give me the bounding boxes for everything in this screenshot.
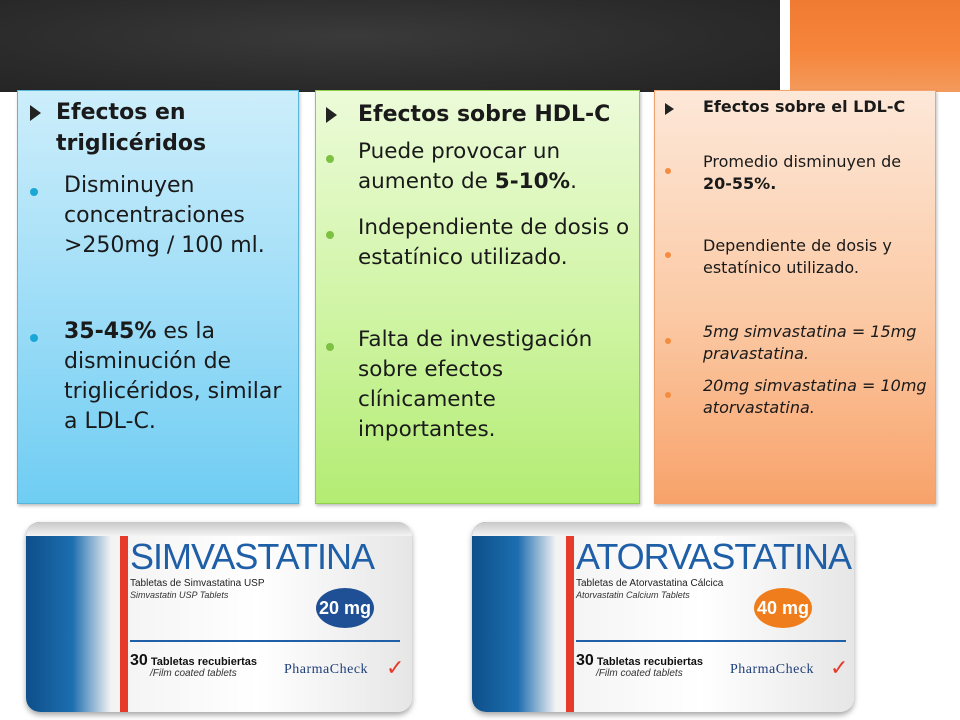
bullet-icon — [665, 168, 671, 174]
bullet-part: . — [570, 169, 577, 194]
list-item — [665, 151, 927, 195]
bullet-part: Promedio disminuyen de — [703, 152, 902, 171]
bullet-text: Falta de investigación sobre efectos clínicamente importantes. — [358, 327, 593, 442]
arrow-bullet-icon — [30, 105, 41, 121]
bold-value: 35-45% — [64, 319, 157, 344]
package-rule — [576, 640, 846, 642]
hdl-box — [315, 90, 640, 504]
bullet-text — [64, 317, 292, 437]
list-item — [665, 235, 927, 279]
maker-logo: PharmaCheck — [730, 662, 815, 677]
bold-value: 20-55%. — [703, 174, 777, 193]
bullet-icon — [30, 334, 38, 342]
count-number: 30 — [576, 652, 594, 669]
package-top-edge — [472, 522, 854, 536]
package-subtitle-en: Simvastatin USP Tablets — [130, 590, 229, 600]
package-subtitle: Tabletas de Atorvastatina Cálcica — [576, 578, 724, 589]
dose-badge: 40 mg — [754, 588, 812, 628]
simvastatina-package-image — [26, 522, 412, 712]
maker-logo: PharmaCheck — [284, 662, 369, 677]
list-item — [326, 137, 631, 197]
package-count-en: /Film coated tablets — [596, 668, 683, 679]
list-item — [665, 375, 927, 419]
bullet-icon — [326, 155, 334, 163]
bullet-icon — [665, 338, 671, 344]
check-icon: ✓ — [830, 656, 849, 681]
dose-badge: 20 mg — [316, 588, 374, 628]
bullet-icon — [30, 188, 38, 196]
check-icon: ✓ — [386, 656, 405, 681]
ldl-heading-item — [665, 95, 927, 119]
list-item — [326, 213, 631, 273]
bullet-text — [703, 151, 927, 195]
bullet-text: Disminuyen concentraciones >250mg / 100 ml. — [64, 173, 265, 258]
bullet-icon — [326, 343, 334, 351]
triglycerides-heading: Efectos en triglicéridos — [56, 100, 207, 156]
package-red-stripe — [120, 536, 128, 712]
bullet-text: Dependiente de dosis y estatínico utilizado. — [703, 236, 892, 277]
list-item — [326, 325, 631, 445]
list-item — [30, 171, 292, 261]
triglycerides-heading-item — [30, 97, 292, 159]
count-text: Tabletas recubiertas — [596, 656, 704, 668]
package-brand: ATORVASTATINA — [576, 536, 852, 577]
bullet-text: 20mg simvastatina = 10mg atorvastatina. — [703, 376, 927, 417]
list-item — [665, 321, 927, 365]
hdl-heading: Efectos sobre HDL-C — [358, 102, 611, 127]
count-text: Tabletas recubiertas — [150, 656, 258, 668]
bullet-icon — [665, 392, 671, 398]
bullet-text: 5mg simvastatina = 15mg pravastatina. — [703, 322, 917, 363]
arrow-bullet-icon — [326, 107, 337, 123]
bold-value: 5-10% — [494, 169, 571, 194]
package-top-edge — [26, 522, 412, 536]
package-rule — [130, 640, 400, 642]
ldl-box — [654, 90, 936, 504]
header-band — [0, 0, 780, 92]
bullet-rest: es la disminución de triglicéridos, similar a LDL-C. — [64, 319, 282, 434]
arrow-bullet-icon — [665, 103, 674, 115]
package-red-stripe — [566, 536, 574, 712]
header-accent — [790, 0, 960, 92]
package-brand: SIMVASTATINA — [130, 536, 375, 577]
atorvastatina-package-image — [472, 522, 854, 712]
bullet-icon — [326, 231, 334, 239]
package-count-en: /Film coated tablets — [150, 668, 237, 679]
bullet-text: Independiente de dosis o estatínico utilizado. — [358, 215, 630, 270]
hdl-heading-item — [326, 99, 631, 130]
count-number: 30 — [130, 652, 148, 669]
bullet-icon — [665, 252, 671, 258]
package-subtitle: Tabletas de Simvastatina USP — [130, 578, 265, 589]
ldl-heading: Efectos sobre el LDL-C — [703, 97, 906, 116]
triglycerides-box — [17, 90, 299, 504]
list-item — [30, 317, 292, 437]
package-subtitle-en: Atorvastatin Calcium Tablets — [576, 590, 690, 600]
bullet-text — [358, 137, 631, 197]
bullet-part: Puede provocar un aumento de — [358, 139, 561, 194]
